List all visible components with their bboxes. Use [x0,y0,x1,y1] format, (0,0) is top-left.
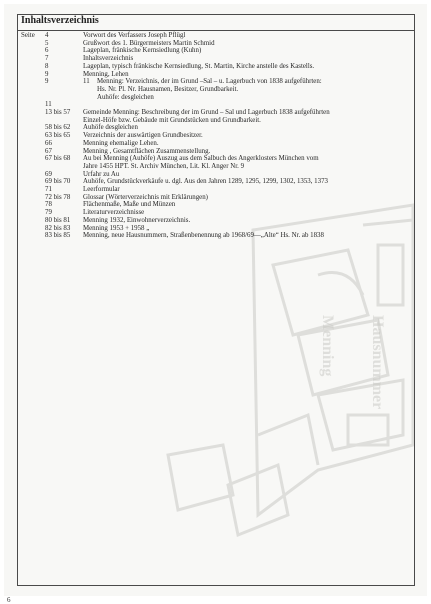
toc-text: Menning, Lehen [83,70,129,78]
toc-row [18,78,414,86]
toc-row [18,63,414,71]
toc-text: Menning 1953 + 1958 „ [83,224,150,232]
toc-text: Einzel-Höfe bzw. Gebäude mit Grundstücken und Grundbarkeit. [83,116,261,124]
toc-row [18,163,414,171]
toc-subpage [83,86,97,94]
toc-text: Auhöfe: desgleichen [97,93,154,101]
toc-row [18,40,414,48]
toc-page: 79 [45,209,52,217]
toc-text: Hs. Nr. Pl. Nr. Hausnamen, Besitzer, Grundbarkeit. [97,85,239,93]
toc-row [18,47,414,55]
toc-text: Lageplan, typisch fränkische Kernsiedlung, St. Martin, Kirche anstelle des Kastells. [83,62,315,70]
toc-page: 83 bis 85 [45,232,71,240]
toc-text: Menning: Verzeichnis, der im Grund –Sal – u. Lagerbuch von 1838 aufgeführten: [97,78,322,86]
toc-row [18,225,414,233]
toc-page: 9 [45,78,49,86]
toc-row [18,71,414,79]
toc-page [45,117,83,125]
toc-text: Inhaltsverzeichnis [83,55,134,63]
toc-text: Urfahr zu Au [83,170,120,178]
toc-row [18,178,414,186]
toc-row [18,217,414,225]
toc-page: 8 [45,62,49,70]
toc-text: Literaturverzeichnisse [83,209,145,217]
svg-text:Menning: Menning [319,315,336,377]
toc-page: 78 [45,201,52,209]
toc-row [18,232,414,240]
toc-text: Vorwort des Verfassers Joseph Pflügl [83,32,186,39]
toc-text: Grußwort des 1. Bürgermeisters Martin Schmid [83,39,215,47]
toc-page: 66 [45,139,52,147]
toc-page: 82 bis 83 [45,224,71,232]
toc-text: Lageplan, fränkische Kernsiedlung (Kuhn) [83,47,202,55]
toc-page: 4 [45,32,49,39]
toc-row [18,132,414,140]
toc-row [18,194,414,202]
toc-page: 6 [45,47,49,55]
toc-text: Menning, neue Hausnummern, Straßenbenennung ab 1968/69—„Alte“ Hs. Nr. ab 1838 [83,232,324,240]
toc-row [18,101,414,109]
toc-page: 13 bis 57 [45,109,71,117]
toc-page: 11 [45,101,52,109]
page-number: 6 [7,596,11,604]
toc-row [18,32,414,40]
toc-page: 67 [45,147,52,155]
document-page [4,4,427,604]
toc-text: Menning , Gesamtflächen Zusammenstellung. [83,147,211,155]
svg-text:Hausnummer: Hausnummer [369,315,386,410]
toc-text [83,101,414,109]
seite-label: Seite [21,32,35,39]
toc-text: Gemeinde Menning: Beschreibung der im Grund – Sal und Lagerbuch 1838 aufgeführten [83,109,330,117]
page-title: Inhaltsverzeichnis [21,15,99,26]
toc-text: Verzeichnis der auswärtigen Grundbesitzer. [83,132,203,140]
toc-text: Flächenmaße, Maße und Münzen [83,201,176,209]
toc-row [18,155,414,163]
toc-subpage [83,94,97,102]
toc-row [18,124,414,132]
toc-row [18,171,414,179]
toc-page: 63 bis 65 [45,132,71,140]
toc-row [18,86,414,94]
toc-page [45,163,83,171]
toc-page: 67 bis 68 [45,155,71,163]
toc-subpage: 11 [83,78,90,86]
toc-text: Menning ehemalige Lehen. [83,139,159,147]
toc-page [45,86,83,94]
toc-text: Glossar (Wörterverzeichnis mit Erklärungen) [83,193,208,201]
toc-page: 9 [45,70,49,78]
toc-page: 69 bis 70 [45,178,71,186]
toc-row [18,186,414,194]
toc-text: Au bei Menning (Auhöfe) Auszug aus dem Salbuch des Angerklosters München vom [83,155,319,163]
toc-row [18,55,414,63]
toc-page: 80 bis 81 [45,216,71,224]
toc-page: 71 [45,186,52,194]
toc-page: 58 bis 62 [45,124,71,132]
toc-row [18,201,414,209]
toc-row [18,209,414,217]
toc-text: Auhöfe desgleichen [83,124,138,132]
toc-text: Leerformular [83,186,120,194]
toc-row [18,109,414,117]
title-divider [18,30,414,31]
toc-text: Menning 1932, Einwohnerverzeichnis. [83,216,191,224]
toc-text: Auhöfe, Grundstückverkäufe u. dgl. Aus den Jahren 1289, 1295, 1299, 1302, 1353, 1373 [83,178,328,186]
toc-row [18,94,414,102]
toc-text: Jahre 1455 HPT. St. Archiv München, Lit. Kl. Anger Nr. 9 [83,162,245,170]
table-of-contents [18,32,414,240]
toc-page [45,94,83,102]
toc-page: 72 bis 78 [45,193,71,201]
toc-row [18,117,414,125]
toc-page: 5 [45,39,49,47]
toc-page: 7 [45,55,49,63]
toc-page: 69 [45,170,52,178]
toc-row [18,140,414,148]
toc-row [18,148,414,156]
page-frame [17,14,415,586]
